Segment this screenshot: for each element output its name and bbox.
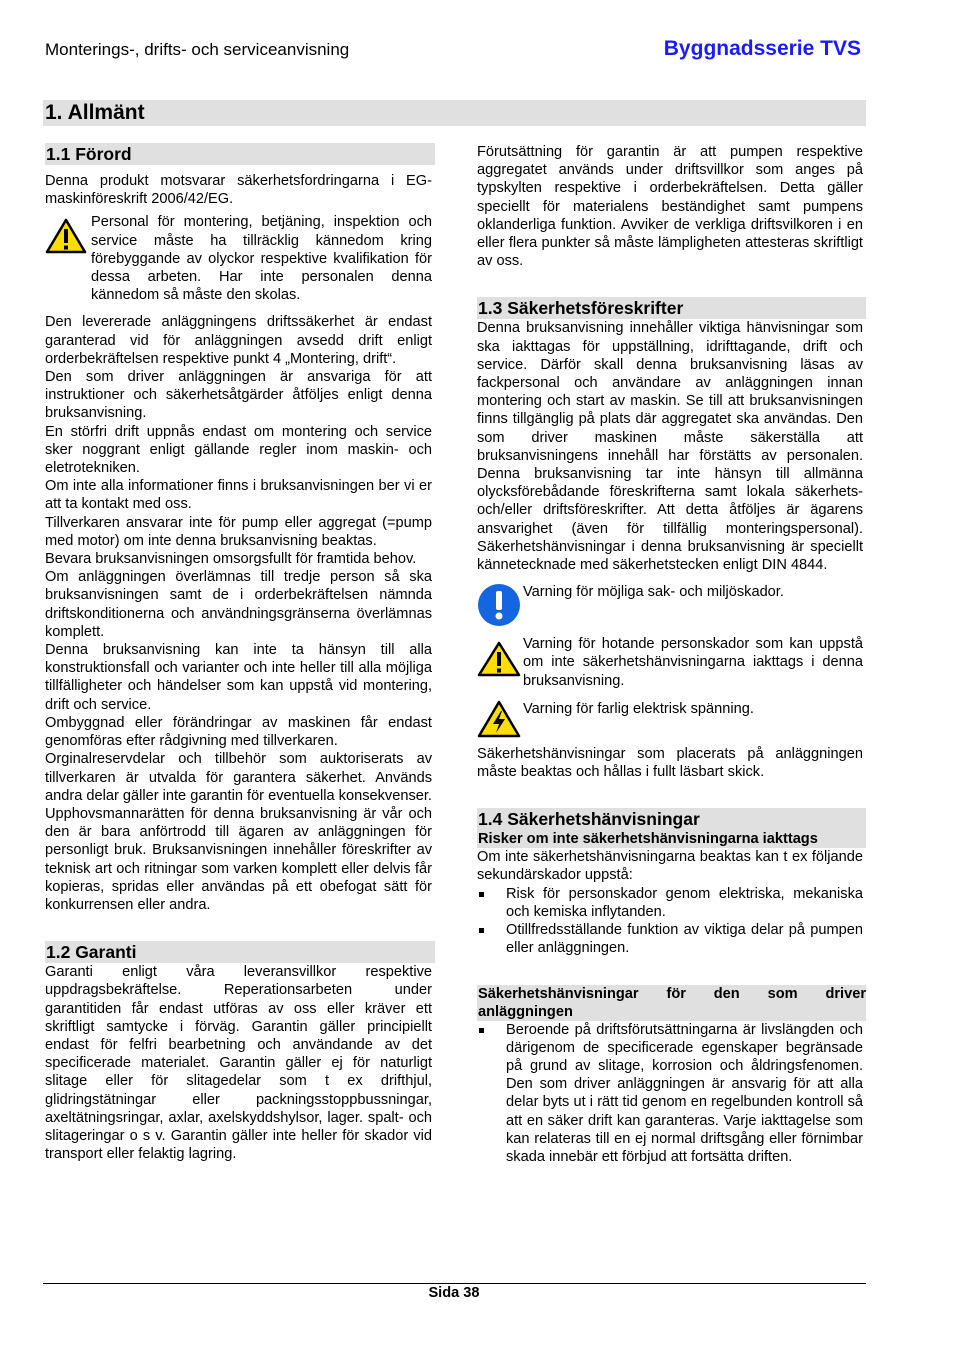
- s11-paragraph: Om anläggningen överlämnas till tredje person så ska bruksanvisningen samt de i orderbekräftelsen nämnda driftskonditionerna och användningsgränserna överlämnas komplett.: [45, 569, 432, 640]
- s14-sub1-text: Om inte säkerhetshänvisningarna beaktas kan t ex följande sekundärskador uppstå:: [477, 849, 863, 884]
- section-title-1-4: 1.4 Säkerhetshänvisningar: [477, 808, 866, 830]
- right-column: [477, 140, 866, 1166]
- list-item: Otillfredsställande funktion av viktiga delar på pumpen eller anläggningen.: [477, 921, 863, 957]
- warn-property-text: Varning för möjliga sak- och miljöskador.: [523, 584, 784, 601]
- warn-person-text: Varning för hotande personskador som kan uppstå om inte säkerhetshänvisningarna iakttags i denna bruksanvisning.: [523, 636, 863, 689]
- warning-triangle-icon: [477, 635, 523, 677]
- warn-person-block: [477, 635, 863, 690]
- section-title-1-3: 1.3 Säkerhetsföreskrifter: [477, 297, 866, 319]
- page-number: Sida 38: [428, 1285, 480, 1301]
- s12-continued-text: Förutsättning för garantin är att pumpen respektive aggregatet används under driftsvillkor som anges på typskylten respektive i orderbekräftelsen. Detta gäller speciellt för materialens beständighet samt pumpens oklanderliga funktion. Avviker de verkliga driftsvilkoren i en eller flera punkter så måste lämpligheten attesteras skriftligt av oss.: [477, 144, 863, 270]
- s11-paragraph: Upphovsmannarätten för denna bruksanvisning är vår och den är bara anförtrodd till ägaren av anläggningen för personligt bruk. Bruksanvisningen innehåller föreskrifter av teknisk art och ritningar som varken komplett eller delvis får kopieras, spridas eller användas på ett obefogat sätt för konkurrensen eller andra.: [45, 805, 432, 913]
- high-voltage-icon: [477, 700, 523, 738]
- section-title-1-1: 1.1 Förord: [45, 143, 435, 165]
- s11-paragraph: Den levererade anläggningens driftssäkerhet är endast garanterad vid för anläggningen avsedd drift enligt orderbekräftelsen respektive punkt 4 „Montering, drift“.: [45, 314, 432, 367]
- s11-warning-text: Personal för montering, betjäning, inspektion och service måste ha tillräcklig kännedom kring förebyggande av olyckor respektive kvalifikation för dessa arbeten. Har inte personalen denna kännedom så måste den skolas.: [91, 214, 432, 304]
- subsection-title: Säkerhetshänvisningar för den som driver anläggningen: [478, 985, 866, 1020]
- s14-risk-list: [477, 885, 863, 958]
- s11-paragraph: En störfri drift uppnås endast om montering och service sker noggrant enligt gällande regler inom maskin- och eletrotekniken.: [45, 423, 432, 477]
- footer-divider: [43, 1283, 866, 1284]
- s13-text: Denna bruksanvisning innehåller viktiga hänvisningar som ska iakttagas för uppställning, idrifttagande, drift och service. Därför skall denna bruksanvisning läsas av fackpersonal och användare av anläggningen innan montering och start av maskin. Se till att bruksanvisningen finns tillgänglig på plats där aggregatet ska användas. Den som driver maskinen måste säkerställa att bruksanvisningens innehåll har förstätts av personalen. Denna bruksanvisning tar inte hänsyn till allmänna olycksförebådande föreskrifterna samt lokala säkerhets- och/eller driftsföreskrifter. Att detta åtföljes är ägarens ansvarighet (även för tillfällig monteringspersonal). Säkerhetshänvisningar i denna bruksanvisning är speciellt kännetecknade med säkerhetstecken enligt DIN 4844.: [477, 320, 863, 574]
- warn-electric-block: [477, 700, 863, 744]
- document-header-title: Byggnadsserie TVS: [663, 37, 861, 60]
- subsection-title: Risker om inte säkerhetshänvisningarna iakttags: [477, 830, 866, 848]
- s11-paragraph: Den som driver anläggningen är ansvariga för att instruktioner och säkerhetsåtgärder åtföljes enligt denna bruksanvisning.: [45, 369, 432, 422]
- s12-text: Garanti enligt våra leveransvillkor respektive uppdragsbekräftelse. Reperationsarbeten under garantitiden får endast utföras av oss eller kräver ett skriftligt samtycke i förväg. Garantin gäller principiellt endast för felfri bearbetning och användande av det specificerade materialet. Garantin gäller ej för naturligt slitage eller för slitagedelar som t ex drifthjul, glidringstätningar eller packningsstoppbussningar, axeltätningsringar, axlar, axelskyddshylsor, lager. spalt- och slitageringar o s v. Garantin gäller inte heller för skador vid transport eller felaktig lagring.: [45, 964, 432, 1163]
- document-header-left: Monterings-, drifts- och serviceanvisning: [45, 40, 350, 59]
- s11-paragraph: Denna bruksanvisning kan inte ta hänsyn till alla konstruktionsfall och varianter och inte heller till alla möjliga tillfälligheter och händelser som kan uppstå vid montering, drift och service.: [45, 642, 432, 713]
- s11-paragraph: Bevara bruksanvisningen omsorgsfullt för framtida behov.: [45, 551, 417, 568]
- exclamation-circle-icon: [477, 583, 523, 627]
- s11-paragraph: Orginalreservdelar och tillbehör som auktoriserats av tillverkaren är utvalda för garantera säkerhet. Används andra delar gäller inte garantin för eventuella konsekvenser.: [45, 751, 432, 804]
- s14-operator-list: [477, 1021, 863, 1167]
- s11-warning-block: [45, 213, 432, 304]
- s11-paragraph: Tillverkaren ansvarar inte för pump eller aggregat (=pump med motor) om inte denna bruksanvisning beaktas.: [45, 514, 432, 549]
- s11-paragraph: Ombyggnad eller förändringar av maskinen får endast genomföras efter rådgivning med tillverkaren.: [45, 714, 432, 750]
- section-title-1-2: 1.2 Garanti: [45, 941, 435, 963]
- left-column: [45, 140, 432, 1163]
- s11-intro: Denna produkt motsvarar säkerhetsfordringarna i EG-maskinföreskrift 2006/42/EG.: [45, 173, 432, 208]
- warning-triangle-icon: [45, 213, 91, 254]
- list-item: Risk för personskador genom elektriska, mekaniska och kemiska inflytanden.: [477, 885, 863, 921]
- s13-outro: Säkerhetshänvisningar som placerats på anläggningen måste beaktas och hållas i fullt läsbart skick.: [477, 745, 863, 781]
- list-item: Beroende på driftsförutsättningarna är livslängden och därigenom de specificerade egenskaper begränsade på grund av slitage, korrosion och åldringsfenomen. Den som driver anläggningen är ansvarig för att alla delar byts ut i rätt tid genom en regelbunden kontroll så att en säker drift kan garanteras. Varje iakttagelse som kan relateras till en ej normal driftsgång eller förnimbar skada innebär ett förbjud att fortsätta driften.: [477, 1021, 863, 1167]
- s11-paragraph: Om inte alla informationer finns i bruksanvisningen ber vi er att ta kontakt med oss.: [45, 478, 432, 513]
- chapter-title: 1. Allmänt: [43, 100, 866, 126]
- warn-electric-text: Varning för farlig elektrisk spänning.: [523, 700, 754, 717]
- warn-property-block: [477, 583, 863, 635]
